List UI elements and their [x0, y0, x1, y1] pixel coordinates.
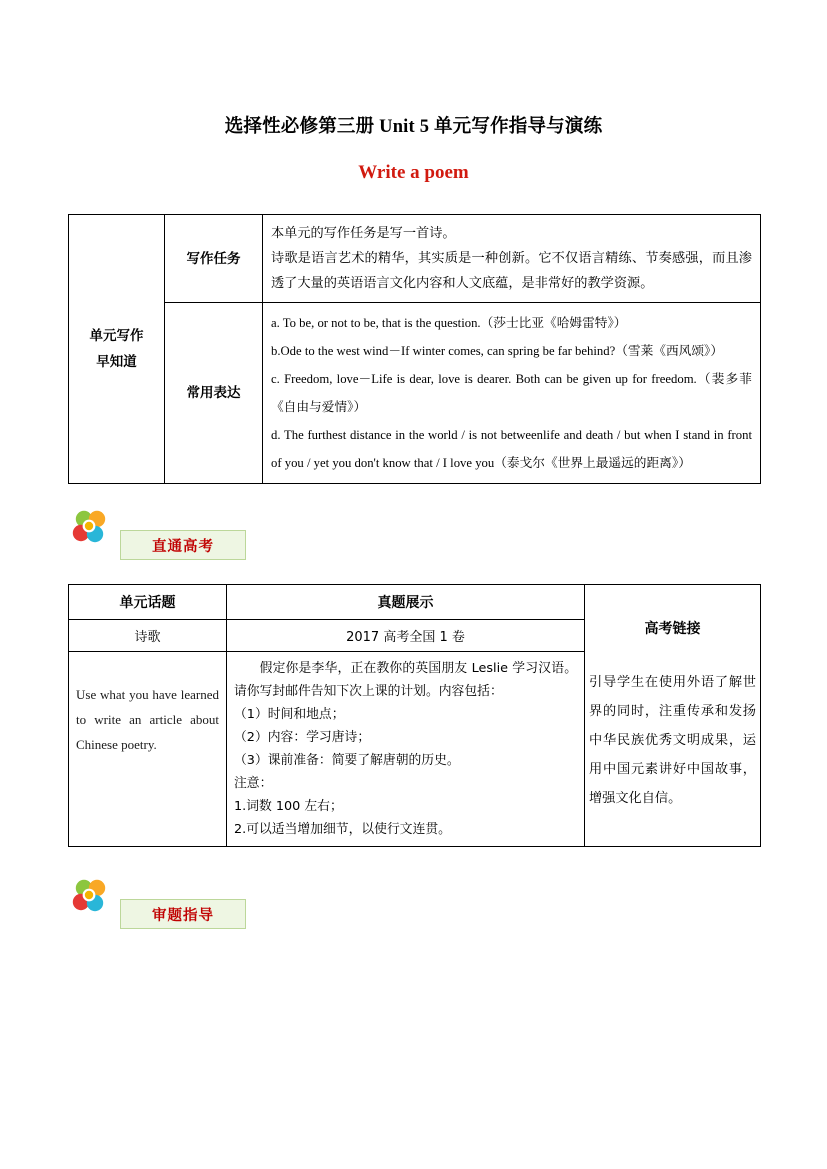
header-real-exam: 真题展示: [227, 585, 585, 620]
topic-poetry: 诗歌: [69, 620, 227, 652]
expression-a: a. To be, or not to be, that is the question.（莎士比亚《哈姆雷特》）: [271, 316, 627, 330]
unit-writing-label-line1: 单元写作: [89, 328, 144, 344]
writing-task-label: 写作任务: [165, 215, 263, 303]
tag-analysis: [120, 899, 246, 929]
writing-task-para-2: 诗歌是语言艺术的精华，其实质是一种创新。它不仅语言精练、节奏感强，而且渗透了大量的英语语言文化内容和人文底蕴，是非常好的教学资源。: [271, 251, 752, 291]
tag-gaokao: [120, 530, 246, 560]
gaokao-link-text: 引导学生在使用外语了解世界的同时，注重传承和发扬中华民族优秀文明成果，运用中国元素讲好中国故事，增强文化自信。: [589, 675, 756, 806]
tag-gaokao-label: 直通高考: [152, 538, 214, 555]
section-header-analysis: [68, 891, 827, 937]
header-gaokao-link-label: 高考链接: [644, 621, 701, 637]
exam-title: 2017 高考全国 1 卷: [227, 620, 585, 652]
common-expressions-content: [263, 303, 761, 484]
writing-task-para-1: 本单元的写作任务是写一首诗。: [271, 226, 456, 241]
table-row: [69, 215, 761, 303]
header-unit-topic: 单元话题: [69, 585, 227, 620]
page-subtitle: Write a poem: [358, 162, 469, 183]
task-line-1: 假定你是李华，正在教你的英国朋友 Leslie 学习汉语。请你写封邮件告知下次上课的计划。内容包括：: [234, 661, 577, 699]
task-line-4: （3）课前准备：简要了解唐朝的历史。: [234, 753, 460, 768]
flower-icon: [68, 506, 114, 552]
unit-writing-table: [68, 214, 761, 484]
expression-b: b.Ode to the west wind－If winter comes, can spring be far behind?（雪莱《西风颂》）: [271, 344, 724, 358]
unit-writing-label-cell: [69, 215, 165, 484]
section-header-gaokao: [68, 522, 827, 568]
gaokao-table: [68, 584, 761, 847]
expression-d: d. The furthest distance in the world / is not betweenlife and death / but when I stand in front of you / yet you don't know that / I love you（泰戈尔《世界上最遥远的距离》）: [271, 428, 752, 470]
task-line-5: 注意：: [234, 776, 273, 791]
common-expressions-label: 常用表达: [165, 303, 263, 484]
expression-c: c. Freedom, love－Life is dear, love is dearer. Both can be given up for freedom.（裴多菲《自由与爱情》）: [271, 372, 752, 414]
task-line-7: 2.可以适当增加细节，以使行文连贯。: [234, 822, 451, 837]
topic-english-description: Use what you have learned to write an article about Chinese poetry.: [69, 652, 227, 847]
exam-task-content: [227, 652, 585, 847]
writing-task-content: [263, 215, 761, 303]
flower-icon: [68, 875, 114, 921]
unit-writing-label-line2: 早知道: [96, 354, 137, 370]
tag-analysis-label: 审题指导: [152, 907, 214, 924]
header-gaokao-link: [585, 585, 761, 847]
page-title: 选择性必修第三册 Unit 5 单元写作指导与演练: [224, 117, 603, 137]
task-line-2: （1）时间和地点；: [234, 707, 345, 722]
task-line-3: （2）内容：学习唐诗；: [234, 730, 371, 745]
table-row: [69, 303, 761, 484]
task-line-6: 1.词数 100 左右；: [234, 799, 343, 814]
table-header-row: [69, 585, 761, 620]
